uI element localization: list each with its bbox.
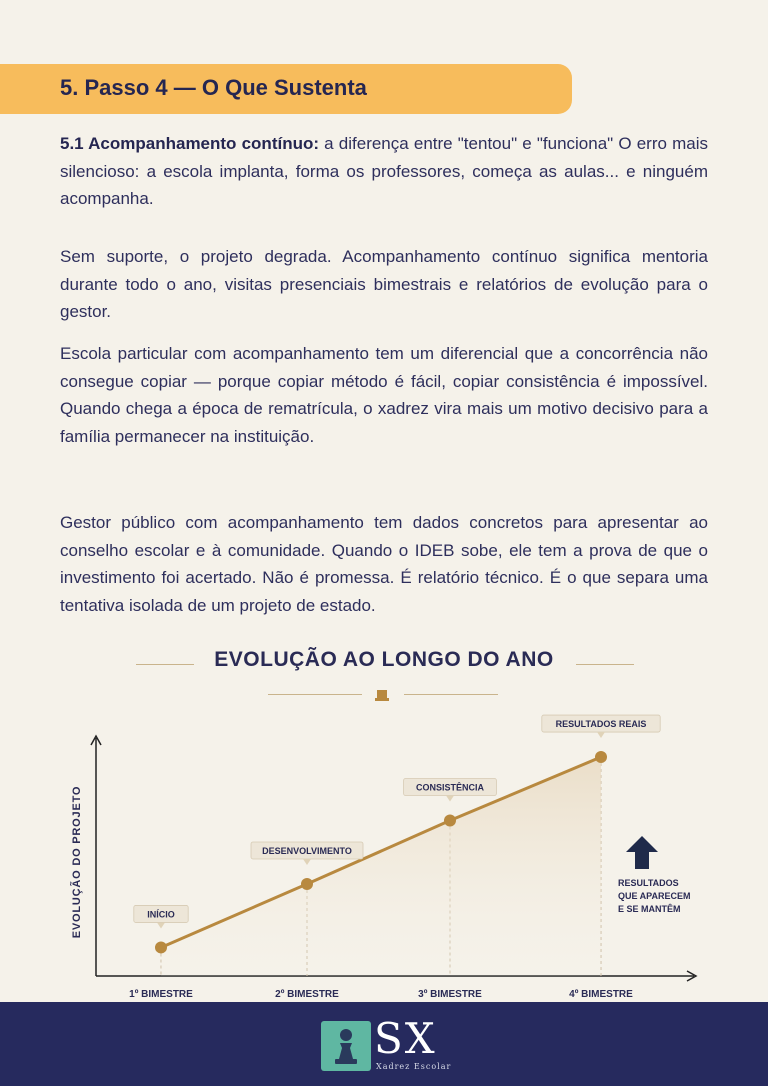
chess-pawn-icon (321, 1021, 371, 1071)
annotation-line-3: E SE MANTÊM (618, 904, 681, 914)
point-label-3: CONSISTÊNCIA (415, 782, 485, 793)
logo-badge (321, 1021, 371, 1071)
chart-title: EVOLUÇÃO AO LONGO DO ANO (214, 648, 554, 671)
title-rule-right (576, 664, 634, 665)
data-point-1 (155, 941, 167, 953)
paragraph-3: Escola particular com acompanhamento tem um diferencial que a concorrência não consegue copiar — porque copiar método é fácil, copiar consistência é impossível. Quando chega a época de rematrícula, o xadrez vira mais um motivo decisivo para a família permanecer na instituição. (60, 344, 708, 446)
paragraph-1-text: a diferença entre "tentou" e "funciona" O erro mais silencioso: a escola implanta, forma os professores, começa as aulas... e ninguém acompanha. (60, 134, 709, 208)
data-point-4 (595, 751, 607, 763)
x-tick-label-4: 4º BIMESTRE (569, 989, 633, 1000)
annotation-line-2: QUE APARECEM (618, 891, 691, 901)
point-label-pointer-3 (446, 796, 454, 802)
paragraph-1 (60, 130, 708, 213)
x-tick-label-1: 1º BIMESTRE (129, 989, 193, 1000)
section-title: 5. Passo 4 — O Que Sustenta (60, 75, 367, 100)
point-label-2: DESENVOLVIMENTO (262, 845, 352, 856)
point-label-pointer-2 (303, 859, 311, 865)
area-fill (161, 757, 601, 976)
point-label-4: RESULTADOS REAIS (555, 719, 647, 730)
paragraph-2: Sem suporte, o projeto degrada. Acompanhamento contínuo significa mentoria durante todo o ano, visitas presenciais bimestrais e relatórios de evolução para o gestor. (60, 247, 708, 321)
up-arrow-icon (626, 836, 658, 869)
x-tick-label-2: 2º BIMESTRE (275, 989, 339, 1000)
results-annotation (618, 878, 693, 914)
chess-rook-icon (375, 690, 389, 701)
point-label-pointer-1 (157, 922, 165, 928)
evolution-chart (60, 690, 710, 1002)
x-tick-label-3: 3º BIMESTRE (418, 989, 482, 1000)
point-label-1: INÍCIO (147, 909, 175, 920)
data-point-2 (301, 878, 313, 890)
point-label-pointer-4 (597, 732, 605, 738)
y-axis-label: EVOLUÇÃO DO PROJETO (71, 785, 83, 939)
annotation-line-1: RESULTADOS (618, 878, 679, 888)
paragraph-1-lead: 5.1 Acompanhamento contínuo: (60, 134, 320, 153)
paragraph-4: Gestor público com acompanhamento tem dados concretos para apresentar ao conselho escolar e à comunidade. Quando o IDEB sobe, ele tem a prova de que o investimento foi acertado. Não é promessa. É relatório técnico. É o que separa uma tentativa isolada de um projeto de estado. (60, 513, 708, 615)
logo-text: SX (374, 1014, 437, 1063)
logo-subtitle: Xadrez Escolar (376, 1062, 452, 1071)
data-point-3 (444, 815, 456, 827)
